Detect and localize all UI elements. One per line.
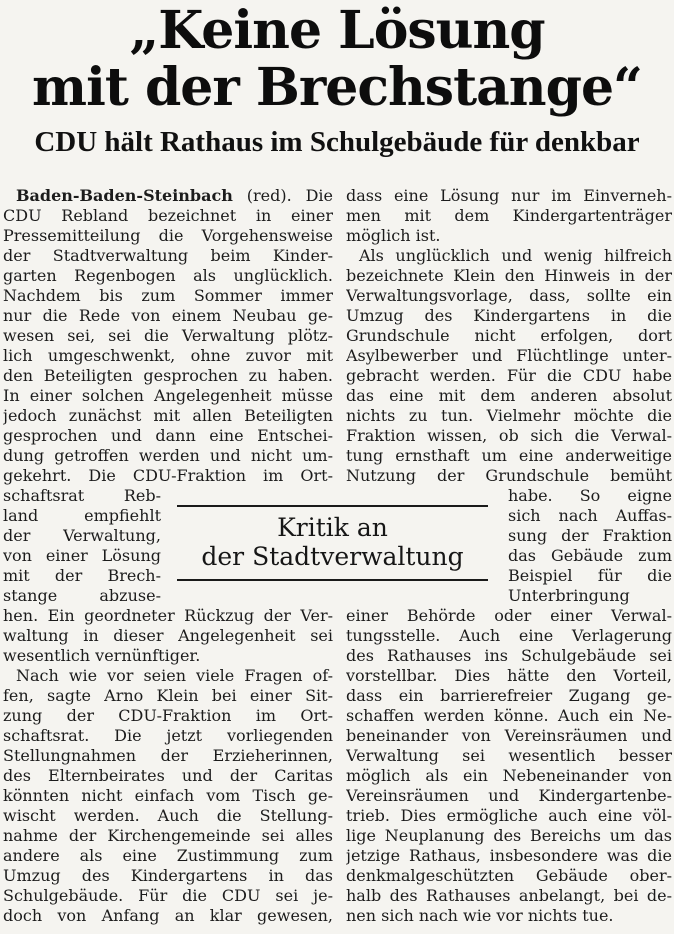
text-line: einer Behörde oder einer Verwal-	[346, 606, 672, 625]
text-line: hen. Ein geordneter Rückzug der Ver-	[3, 606, 333, 625]
text-line: Nutzung der Grundschule bemüht	[346, 466, 672, 485]
text-line: garten Regenbogen als unglücklich.	[3, 266, 333, 285]
text-line: Unterbringung	[508, 586, 630, 605]
text-line: vorstellbar. Dies hätte den Vorteil,	[346, 666, 672, 685]
text-line: mit der Brech-	[3, 566, 161, 585]
text-line: der Stadtverwaltung beim Kinder-	[3, 246, 333, 265]
text-line: Nachdem bis zum Sommer immer	[3, 286, 333, 305]
text-line: jetzige Rathaus, insbesondere was die	[346, 846, 672, 865]
text-line: von einer Lösung	[3, 546, 161, 565]
text-line: jedoch zunächst mit allen Beteiligten	[3, 406, 333, 425]
text-line: Nach wie vor seien viele Fragen of-	[16, 666, 333, 685]
text-line: men mit dem Kindergartenträger	[346, 206, 672, 225]
text-line: den Beteiligten gesprochen zu haben.	[3, 366, 333, 385]
text-line: des Rathauses ins Schulgebäude sei	[346, 646, 672, 665]
text-line: schaftsrat Reb-	[3, 486, 161, 505]
text-line: stange abzuse-	[3, 586, 161, 605]
text-line: fen, sagte Arno Klein bei einer Sit-	[3, 686, 333, 705]
text-line: gesprochen und dann eine Entschei-	[3, 426, 333, 445]
text-line: dass eine Lösung nur im Einverneh-	[346, 186, 672, 205]
text-line: Schulgebäude. Für die CDU sei je-	[3, 886, 333, 905]
dateline: Baden-Baden-Steinbach	[16, 186, 233, 205]
text-line: denkmalgeschützten Gebäude ober-	[346, 866, 672, 885]
text-line: Beispiel für die	[508, 566, 672, 585]
text-line: nichts zu tun. Vielmehr möchte die	[346, 406, 672, 425]
text-line: sung der Fraktion	[508, 526, 672, 545]
text-line: nen sich nach wie vor nichts tue.	[346, 906, 614, 925]
text-line: sich nach Auffas-	[508, 506, 672, 525]
headline-line-2: mit der Brechstange“	[32, 57, 642, 118]
pull-quote-line-2: der Stadtverwaltung	[201, 542, 464, 571]
text-line: wischt werden. Auch die Stellung-	[3, 806, 333, 825]
text-line: möglich ist.	[346, 226, 441, 245]
text-line: dung getroffen werden und nicht um-	[3, 446, 333, 465]
text-line: CDU Rebland bezeichnet in einer	[3, 206, 333, 225]
text-line: doch von Anfang an klar gewesen,	[3, 906, 333, 925]
text-line: nur die Rede von einem Neubau ge-	[3, 306, 333, 325]
subheadline: CDU hält Rathaus im Schulgebäude für denkbar	[34, 126, 640, 158]
text-line: Verwaltungsvorlage, dass, sollte ein	[346, 286, 672, 305]
text-line: Verwaltung sei wesentlich besser	[346, 746, 672, 765]
text-line: tung ernsthaft um eine anderweitige	[346, 446, 672, 465]
pull-quote	[177, 505, 488, 581]
text-line: des Elternbeirates und der Caritas	[3, 766, 333, 785]
text-line: habe. So eigne	[508, 486, 672, 505]
headline-line-1: „Keine Lösung	[129, 0, 545, 61]
text-line: land empfiehlt	[3, 506, 161, 525]
text-line: halb des Rathauses anbelangt, bei de-	[346, 886, 672, 905]
text-line: wesentlich vernünftiger.	[3, 646, 201, 665]
text-line: könnten nicht einfach vom Tisch ge-	[3, 786, 333, 805]
text-line: das Gebäude zum	[508, 546, 672, 565]
text-line: beneinander von Vereinsräumen und	[346, 726, 672, 745]
text-line: wesen sei, sei die Verwaltung plötz-	[3, 326, 333, 345]
text-line: Vereinsräumen und Kindergartenbe-	[346, 786, 672, 805]
headline	[0, 0, 674, 116]
text-line: Grundschule nicht erfolgen, dort	[346, 326, 672, 345]
text-line: möglich als ein Nebeneinander von	[346, 766, 672, 785]
text-line: schaftsrat. Die jetzt vorliegenden	[3, 726, 333, 745]
text-line: Baden-Baden-Steinbach (red). Die	[16, 186, 333, 205]
text-line: lich umgeschwenkt, ohne zuvor mit	[3, 346, 333, 365]
text-line: gekehrt. Die CDU-Fraktion im Ort-	[3, 466, 333, 485]
text-line: Pressemitteilung die Vorgehensweise	[3, 226, 333, 245]
text-line: zung der CDU-Fraktion im Ort-	[3, 706, 333, 725]
text-line: Als unglücklich und wenig hilfreich	[359, 246, 672, 265]
text-line: Fraktion wissen, ob sich die Verwal-	[346, 426, 672, 445]
text-line: Umzug des Kindergartens in die	[346, 306, 672, 325]
text-line: In einer solchen Angelegenheit müsse	[3, 386, 333, 405]
text-line: lige Neuplanung des Bereichs um das	[346, 826, 672, 845]
text-line: dass ein barrierefreier Zugang ge-	[346, 686, 672, 705]
pull-quote-line-1: Kritik an	[277, 513, 388, 542]
text-line: der Verwaltung,	[3, 526, 161, 545]
text-line: Stellungnahmen der Erzieherinnen,	[3, 746, 333, 765]
text-line: nahme der Kirchengemeinde sei alles	[3, 826, 333, 845]
text-line: gebracht werden. Für die CDU habe	[346, 366, 672, 385]
text-line: trieb. Dies ermögliche auch eine völ-	[346, 806, 672, 825]
text-line: waltung in dieser Angelegenheit sei	[3, 626, 333, 645]
text-line: Umzug des Kindergartens in das	[3, 866, 333, 885]
text-line: bezeichnete Klein den Hinweis in der	[346, 266, 672, 285]
text-line: tungsstelle. Auch eine Verlagerung	[346, 626, 672, 645]
text-line: schaffen werden könne. Auch ein Ne-	[346, 706, 672, 725]
text-line: das eine mit dem anderen absolut	[346, 386, 672, 405]
text-line: Asylbewerber und Flüchtlinge unter-	[346, 346, 672, 365]
text-line: andere als eine Zustimmung zum	[3, 846, 333, 865]
